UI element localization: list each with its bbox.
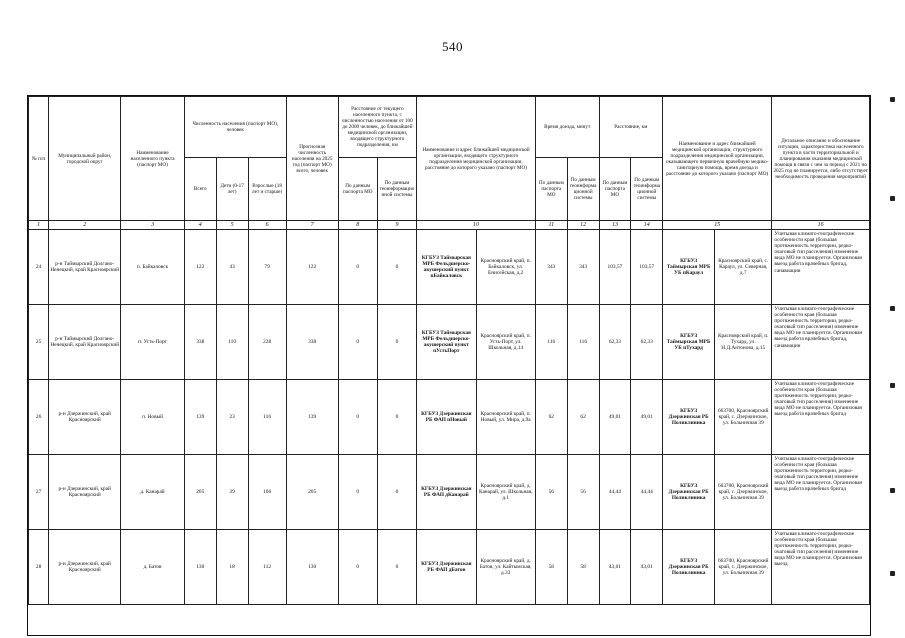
primary-mo-name-cell: КГБУЗ Дзержинская РБ Поликлиника: [663, 380, 715, 455]
description-cell: Учитывая климато-географические особенности края (большая протяженность территории, редко-очаговый тип расселения) изменение вида МО не планируется. Организован выезд работа врачебных бригад, санавиации: [772, 305, 870, 380]
mo-address-cell: Красноярский край, д. Батов, ул. Кайтымская, д.33: [476, 530, 535, 605]
primary-mo-address-cell: 663700, Красноярский край, с. Дзержинское, ул. Больничная 39: [715, 380, 772, 455]
forecast-cell: 130: [286, 530, 338, 605]
scan-edge-mark: [890, 97, 895, 102]
header-pop-adults: Взрослые (18 лет и старше): [248, 158, 286, 221]
travel-geoinfo-cell: 62: [567, 380, 599, 455]
range-geoinfo-cell: 103,57: [631, 230, 663, 305]
column-number: 1: [29, 221, 49, 230]
header-travel-passport: По данным паспорта МО: [535, 158, 567, 221]
header-row-group: [29, 97, 870, 158]
column-number: 4: [184, 221, 216, 230]
column-number: 2: [49, 221, 121, 230]
description-cell: Учитывая климато-географические особенности края (большая протяженность территории, редко-очаговый тип расселения) изменение вида МО не планируется. Организован выезд работа врачебных бригад, санавиации: [772, 230, 870, 305]
travel-geoinfo-cell: 343: [567, 230, 599, 305]
primary-mo-name-cell: КГБУЗ Дзержинская РБ Поликлиника: [663, 455, 715, 530]
primary-mo-name-cell: КГБУЗ Дзержинская РБ Поликлиника: [663, 530, 715, 605]
header-range-geoinfo: По данным геоинформационной системы: [631, 158, 663, 221]
population-children-cell: 18: [216, 530, 248, 605]
mo-name-cell: КГБУЗ Дзержинская РБ ФАП пНовый: [417, 380, 476, 455]
column-number: 13: [599, 221, 631, 230]
travel-geoinfo-cell: 56: [567, 455, 599, 530]
travel-passport-cell: 343: [535, 230, 567, 305]
mo-name-cell: КГБУЗ Таймырская МРБ Фельдшерско-акушерский пункт пУстьПорт: [417, 305, 476, 380]
forecast-cell: 139: [286, 380, 338, 455]
forecast-cell: 122: [286, 230, 338, 305]
table-row: [29, 530, 870, 605]
column-number: 12: [567, 221, 599, 230]
district-cell: р-н Таймырский Долгано-Ненецкий, край Красноярский: [49, 230, 121, 305]
table-row: [29, 455, 870, 530]
mo-name-cell: КГБУЗ Дзержинская РБ ФАП дКанарай: [417, 455, 476, 530]
description-cell: Учитывая климато-географические особенности края (большая протяженность территории, редко-очаговый тип расселения) изменение вида МО не планируется. Организован выезд: [772, 530, 870, 605]
column-number: 10: [417, 221, 536, 230]
mo-name-cell: КГБУЗ Дзержинская РБ ФАП дБатов: [417, 530, 476, 605]
distance-geoinfo-cell: 0: [377, 530, 416, 605]
header-range-passport: По данным паспорта МО: [599, 158, 631, 221]
distance-geoinfo-cell: 0: [377, 230, 416, 305]
column-number: 3: [121, 221, 185, 230]
scan-edge-mark: [890, 571, 895, 576]
population-children-cell: 39: [216, 455, 248, 530]
distance-geoinfo-cell: 0: [377, 305, 416, 380]
distance-passport-cell: 0: [338, 455, 377, 530]
data-table-sheet: [27, 95, 871, 636]
column-number: 8: [338, 221, 377, 230]
header-settlement: Наименование населенного пункта (паспорт МО): [121, 97, 185, 221]
column-number: 15: [663, 221, 772, 230]
row-number: 25: [29, 305, 49, 380]
header-district: Муниципальный район, городской округ: [49, 97, 121, 221]
range-geoinfo-cell: 62,33: [631, 305, 663, 380]
distance-geoinfo-cell: 0: [377, 380, 416, 455]
header-travel-geoinfo: По данным геоинформационной системы: [567, 158, 599, 221]
range-passport-cell: 103,57: [599, 230, 631, 305]
primary-mo-address-cell: Красноярский край, п. Тухард, ул. Н.Д.Антонова, д.15: [715, 305, 772, 380]
row-number: 24: [29, 230, 49, 305]
population-adults-cell: 116: [248, 380, 286, 455]
table-row: [29, 230, 870, 305]
table-row: [29, 380, 870, 455]
range-geoinfo-cell: 43,01: [631, 530, 663, 605]
travel-passport-cell: 116: [535, 305, 567, 380]
primary-mo-address-cell: 663700, Красноярский край, с. Дзержинское, ул. Больничная 39: [715, 455, 772, 530]
range-passport-cell: 49,01: [599, 380, 631, 455]
population-children-cell: 43: [216, 230, 248, 305]
primary-mo-address-cell: 663700, Красноярский край, с. Дзержинское, ул. Больничная 39: [715, 530, 772, 605]
population-total-cell: 130: [184, 530, 216, 605]
scan-edge-mark: [890, 383, 895, 388]
distance-passport-cell: 0: [338, 380, 377, 455]
row-number: 27: [29, 455, 49, 530]
population-total-cell: 122: [184, 230, 216, 305]
population-total-cell: 139: [184, 380, 216, 455]
header-primary-care-mo: Наименование и адрес ближайшей медицинской организации, структурного подразделения медицинской организации, оказывающего первичную врачебную медико-санитарную помощь, время доезда и расстояние до которого указано (паспорт МО): [663, 97, 772, 221]
settlement-cell: п. Байкаловск: [121, 230, 185, 305]
range-geoinfo-cell: 44,44: [631, 455, 663, 530]
travel-passport-cell: 58: [535, 530, 567, 605]
distance-passport-cell: 0: [338, 230, 377, 305]
header-population-group: Численность населения (паспорт МО), человек: [184, 97, 286, 158]
range-passport-cell: 43,01: [599, 530, 631, 605]
primary-mo-name-cell: КГБУЗ Таймырская МРБ УБ пТухард: [663, 305, 715, 380]
settlement-cell: д. Батов: [121, 530, 185, 605]
population-total-cell: 205: [184, 455, 216, 530]
primary-mo-name-cell: КГБУЗ Таймырская МРБ УБ пКараул: [663, 230, 715, 305]
row-number: 28: [29, 530, 49, 605]
table-row: [29, 305, 870, 380]
scan-edge-mark: [890, 306, 895, 311]
population-total-cell: 338: [184, 305, 216, 380]
description-cell: Учитывая климато-географические особенности края (большая протяженность территории, редко-очаговый тип расселения) изменение вида МО не планируется. Организован выезд работа врачебных бригад: [772, 455, 870, 530]
row-number: 26: [29, 380, 49, 455]
settlement-cell: п. Новый: [121, 380, 185, 455]
population-adults-cell: 228: [248, 305, 286, 380]
distance-passport-cell: 0: [338, 305, 377, 380]
scan-edge-mark: [890, 488, 895, 493]
column-number: 5: [216, 221, 248, 230]
header-forecast: Прогнозная численность населения на 2025 год (паспорт МО) всего, человек: [286, 97, 338, 221]
population-children-cell: 110: [216, 305, 248, 380]
column-number: 6: [248, 221, 286, 230]
mo-name-cell: КГБУЗ Таймырская МРБ Фельдшерско-акушерский пункт пБайкаловск: [417, 230, 476, 305]
mo-address-cell: Красноярский край, д. Канарай, ул. Школьная, д.1: [476, 455, 535, 530]
table-header: [29, 97, 870, 230]
settlements-table: [28, 96, 870, 605]
travel-passport-cell: 62: [535, 380, 567, 455]
table-body: [29, 230, 870, 605]
page-number: 540: [442, 39, 463, 54]
description-cell: Учитывая климато-географические особенности края (большая протяженность территории, редко-очаговый тип расселения) изменение вида МО не планируется. Организован выезд работа врачебных бригад: [772, 380, 870, 455]
header-dist-passport: По данным паспорта МО: [338, 158, 377, 221]
range-geoinfo-cell: 49,01: [631, 380, 663, 455]
distance-geoinfo-cell: 0: [377, 455, 416, 530]
mo-address-cell: Красноярский край, п. Байкаловск, ул. Енисейская, д.2: [476, 230, 535, 305]
population-adults-cell: 166: [248, 455, 286, 530]
travel-geoinfo-cell: 116: [567, 305, 599, 380]
range-passport-cell: 62,33: [599, 305, 631, 380]
district-cell: р-н Дзержинский, край Красноярский: [49, 380, 121, 455]
header-nearest-mo: Наименование и адрес ближайшей медицинской организации, входящего структурного подразделения медицинской организации, расстояние до которого указано (паспорт МО): [417, 97, 536, 221]
district-cell: р-н Дзержинский, край Красноярский: [49, 455, 121, 530]
column-number-row: [29, 221, 870, 230]
population-adults-cell: 112: [248, 530, 286, 605]
scan-edge-mark: [890, 196, 895, 201]
header-number: № п/п: [29, 97, 49, 221]
header-pop-children: Дети (0-17 лет): [216, 158, 248, 221]
primary-mo-address-cell: Красноярский край, с. Караул, ул. Северная, д.7: [715, 230, 772, 305]
travel-passport-cell: 56: [535, 455, 567, 530]
column-number: 16: [772, 221, 870, 230]
column-number: 11: [535, 221, 567, 230]
mo-address-cell: Красноярский край, п. Новый, ул. Мира, д.9а: [476, 380, 535, 455]
population-children-cell: 23: [216, 380, 248, 455]
header-distance-group: Расстояние от текущего населенного пункта, с численностью населения от 100 до 2000 человек, до ближайшей медицинской организации, входящего структурного подразделения, км: [338, 97, 416, 158]
settlement-cell: п. Усть-Порт: [121, 305, 185, 380]
range-passport-cell: 44,44: [599, 455, 631, 530]
column-number: 7: [286, 221, 338, 230]
district-cell: р-н Таймырский Долгано-Ненецкий, край Красноярский: [49, 305, 121, 380]
forecast-cell: 205: [286, 455, 338, 530]
column-number: 9: [377, 221, 416, 230]
header-travel-group: Время доезда, минут: [535, 97, 599, 158]
population-adults-cell: 79: [248, 230, 286, 305]
header-range-group: Расстояние, км: [599, 97, 663, 158]
header-dist-geoinfo: По данным геоинформационной системы: [377, 158, 416, 221]
header-pop-total: Всего: [184, 158, 216, 221]
header-description: Детальное описание и обоснование ситуации, характеристика населенного пункта в части территориальной и планирования оказания медицинской помощи в связи с чем за период с 2021 по 2025 год не планируется, либо отсутствует необходимость проведения мероприятий: [772, 97, 870, 221]
district-cell: р-н Дзержинский, край Красноярский: [49, 530, 121, 605]
travel-geoinfo-cell: 58: [567, 530, 599, 605]
mo-address-cell: Красноярский край, п. Усть-Порт, ул. Школьная, д.14: [476, 305, 535, 380]
distance-passport-cell: 0: [338, 530, 377, 605]
forecast-cell: 338: [286, 305, 338, 380]
settlement-cell: д. Канарай: [121, 455, 185, 530]
column-number: 14: [631, 221, 663, 230]
